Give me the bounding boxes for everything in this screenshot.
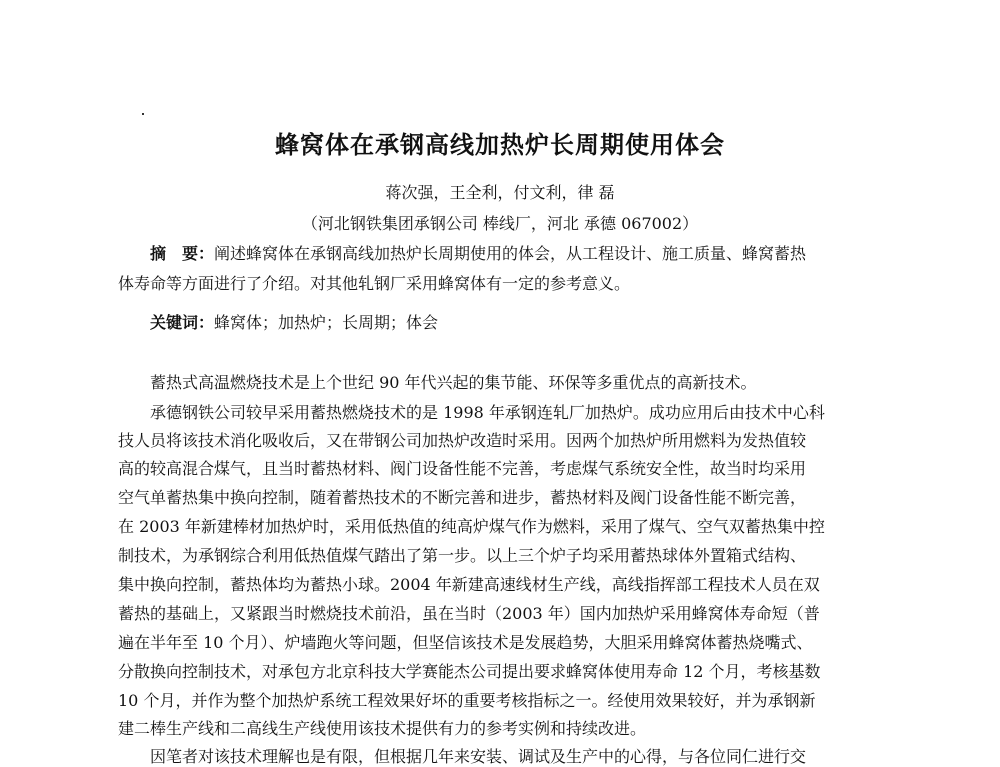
abstract-label: 摘 要： (150, 244, 215, 263)
body-line: 蓄热式高温燃烧技术是上个世纪 90 年代兴起的集节能、环保等多重优点的高新技术。 (150, 373, 757, 392)
body-line: 集中换向控制，蓄热体均为蓄热小球。2004 年新建高速线材生产线，高线指挥部工程技术人员在双 (118, 575, 820, 594)
body-line: 技人员将该技术消化吸收后，又在带钢公司加热炉改造时采用。因两个加热炉所用燃料为发热值较 (118, 431, 807, 450)
keywords-text: 蜂窝体；加热炉；长周期；体会 (214, 313, 439, 332)
abstract-line-1 (150, 241, 888, 264)
keywords-label: 关键词： (150, 313, 215, 332)
body-line: 建二棒生产线和二高线生产线使用该技术提供有力的参考实例和持续改进。 (118, 719, 647, 738)
keywords-line (150, 310, 888, 333)
body-line: 承德钢铁公司较早采用蓄热燃烧技术的是 1998 年承钢连轧厂加热炉。成功应用后由技术中心科 (150, 403, 825, 422)
body-line: 空气单蓄热集中换向控制，随着蓄热技术的不断完善和进步，蓄热材料及阀门设备性能不断完善， (118, 488, 807, 507)
affiliation: （河北钢铁集团承钢公司 棒线厂，河北 承德 067002） (301, 214, 699, 233)
body-line: 制技术，为承钢综合利用低热值煤气踏出了第一步。以上三个炉子均采用蓄热球体外置箱式结构、 (118, 546, 807, 565)
abstract-text-1: 阐述蜂窝体在承钢高线加热炉长周期使用的体会，从工程设计、施工质量、蜂窝蓄热 (214, 244, 807, 263)
scan-speck (142, 113, 144, 115)
body-line: 蓄热的基础上，又紧跟当时燃烧技术前沿，虽在当时（2003 年）国内加热炉采用蜂窝体寿命短（普 (118, 604, 820, 623)
body-line: 因笔者对该技术理解也是有限，但根据几年来安装、调试及生产中的心得，与各位同仁进行交 (150, 747, 807, 766)
abstract-line-2: 体寿命等方面进行了介绍。对其他轧钢厂采用蜂窝体有一定的参考意义。 (118, 274, 631, 293)
body-line: 10 个月，并作为整个加热炉系统工程效果好坏的重要考核指标之一。经使用效果较好，并为承钢新 (118, 691, 816, 710)
author-list: 蒋次强，王全利，付文利，律 磊 (385, 183, 615, 202)
body-line: 分散换向控制技术，对承包方北京科技大学赛能杰公司提出要求蜂窝体使用寿命 12 个月，考核基数 (118, 662, 821, 681)
body-line: 在 2003 年新建棒材加热炉时，采用低热值的纯高炉煤气作为燃料，采用了煤气、空气双蓄热集中控 (118, 517, 825, 536)
paper-title: 蜂窝体在承钢高线加热炉长周期使用体会 (275, 131, 725, 159)
body-line: 高的较高混合煤气，且当时蓄热材料、阀门设备性能不完善，考虑煤气系统安全性，故当时均采用 (118, 459, 807, 478)
body-line: 遍在半年至 10 个月）、炉墙跑火等问题，但坚信该技术是发展趋势，大胆采用蜂窝体蓄热烧嘴式、 (118, 633, 813, 652)
